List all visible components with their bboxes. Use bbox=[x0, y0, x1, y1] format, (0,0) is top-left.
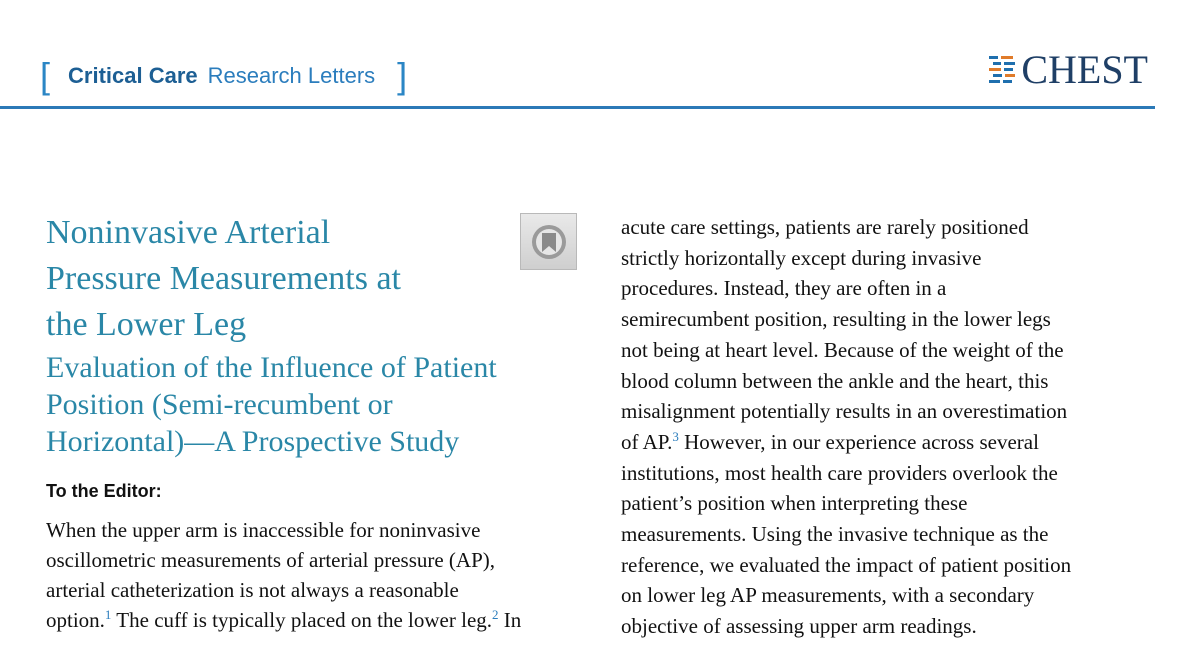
body-line: objective of assessing upper arm readings. bbox=[621, 614, 977, 639]
body-line: strictly horizontally except during invasive bbox=[621, 245, 982, 270]
section-type[interactable]: Research Letters bbox=[207, 63, 376, 88]
body-line bbox=[46, 605, 586, 635]
header-rule bbox=[0, 106, 1155, 109]
body-text-left-column bbox=[46, 515, 586, 635]
body-segment: option. bbox=[46, 608, 105, 632]
body-line: blood column between the ankle and the heart, this bbox=[621, 368, 1049, 393]
body-line: arterial catheterization is not always a reasonable bbox=[46, 578, 459, 602]
body-line: semirecumbent position, resulting in the lower legs bbox=[621, 307, 1051, 332]
title-line: Noninvasive Arterial bbox=[46, 214, 331, 251]
section-bracket-left: [ bbox=[40, 55, 51, 96]
body-line: reference, we evaluated the impact of patient position bbox=[621, 552, 1072, 577]
reference-link-3[interactable]: 3 bbox=[672, 428, 679, 444]
reference-link-2[interactable]: 2 bbox=[492, 607, 499, 622]
chest-logo-icon bbox=[987, 53, 1017, 87]
bookmark-icon bbox=[529, 222, 569, 262]
chest-logo[interactable] bbox=[987, 47, 1148, 92]
article-subtitle bbox=[46, 349, 566, 460]
page-header bbox=[0, 0, 1200, 110]
title-line: Pressure Measurements at bbox=[46, 260, 402, 297]
body-line bbox=[621, 427, 1166, 458]
body-segment: The cuff is typically placed on the lower leg. bbox=[111, 608, 493, 632]
body-line: procedures. Instead, they are often in a bbox=[621, 276, 947, 301]
reference-link-1[interactable]: 1 bbox=[104, 607, 112, 622]
body-line: acute care settings, patients are rarely positioned bbox=[621, 215, 1029, 239]
body-segment: However, in our experience across several bbox=[678, 429, 1039, 454]
journal-name: CHEST bbox=[1021, 47, 1148, 92]
bookmark-button[interactable] bbox=[520, 213, 577, 270]
body-line: on lower leg AP measurements, with a secondary bbox=[621, 583, 1035, 608]
body-line: institutions, most health care providers overlook the bbox=[621, 460, 1058, 485]
section-label bbox=[40, 55, 408, 96]
article-title bbox=[46, 210, 526, 348]
subtitle-line: Position (Semi-recumbent or bbox=[46, 388, 393, 421]
body-line: patient’s position when interpreting these bbox=[621, 491, 968, 516]
title-line: the Lower Leg bbox=[46, 306, 247, 343]
subtitle-line: Evaluation of the Influence of Patient bbox=[46, 351, 497, 384]
subtitle-line: Horizontal)—A Prospective Study bbox=[46, 425, 460, 458]
body-line: When the upper arm is inaccessible for noninvasive bbox=[46, 518, 481, 542]
body-text-right-column bbox=[621, 212, 1166, 642]
body-segment: of AP. bbox=[621, 429, 673, 454]
section-category[interactable]: Critical Care bbox=[68, 63, 198, 88]
body-segment: In bbox=[498, 608, 522, 632]
salutation: To the Editor: bbox=[46, 481, 162, 501]
section-bracket-right: ] bbox=[397, 55, 408, 96]
body-line: oscillometric measurements of arterial pressure (AP), bbox=[46, 548, 496, 572]
body-line: measurements. Using the invasive technique as the bbox=[621, 522, 1049, 547]
body-line: not being at heart level. Because of the weight of the bbox=[621, 337, 1064, 362]
body-line: misalignment potentially results in an overestimation bbox=[621, 399, 1068, 424]
